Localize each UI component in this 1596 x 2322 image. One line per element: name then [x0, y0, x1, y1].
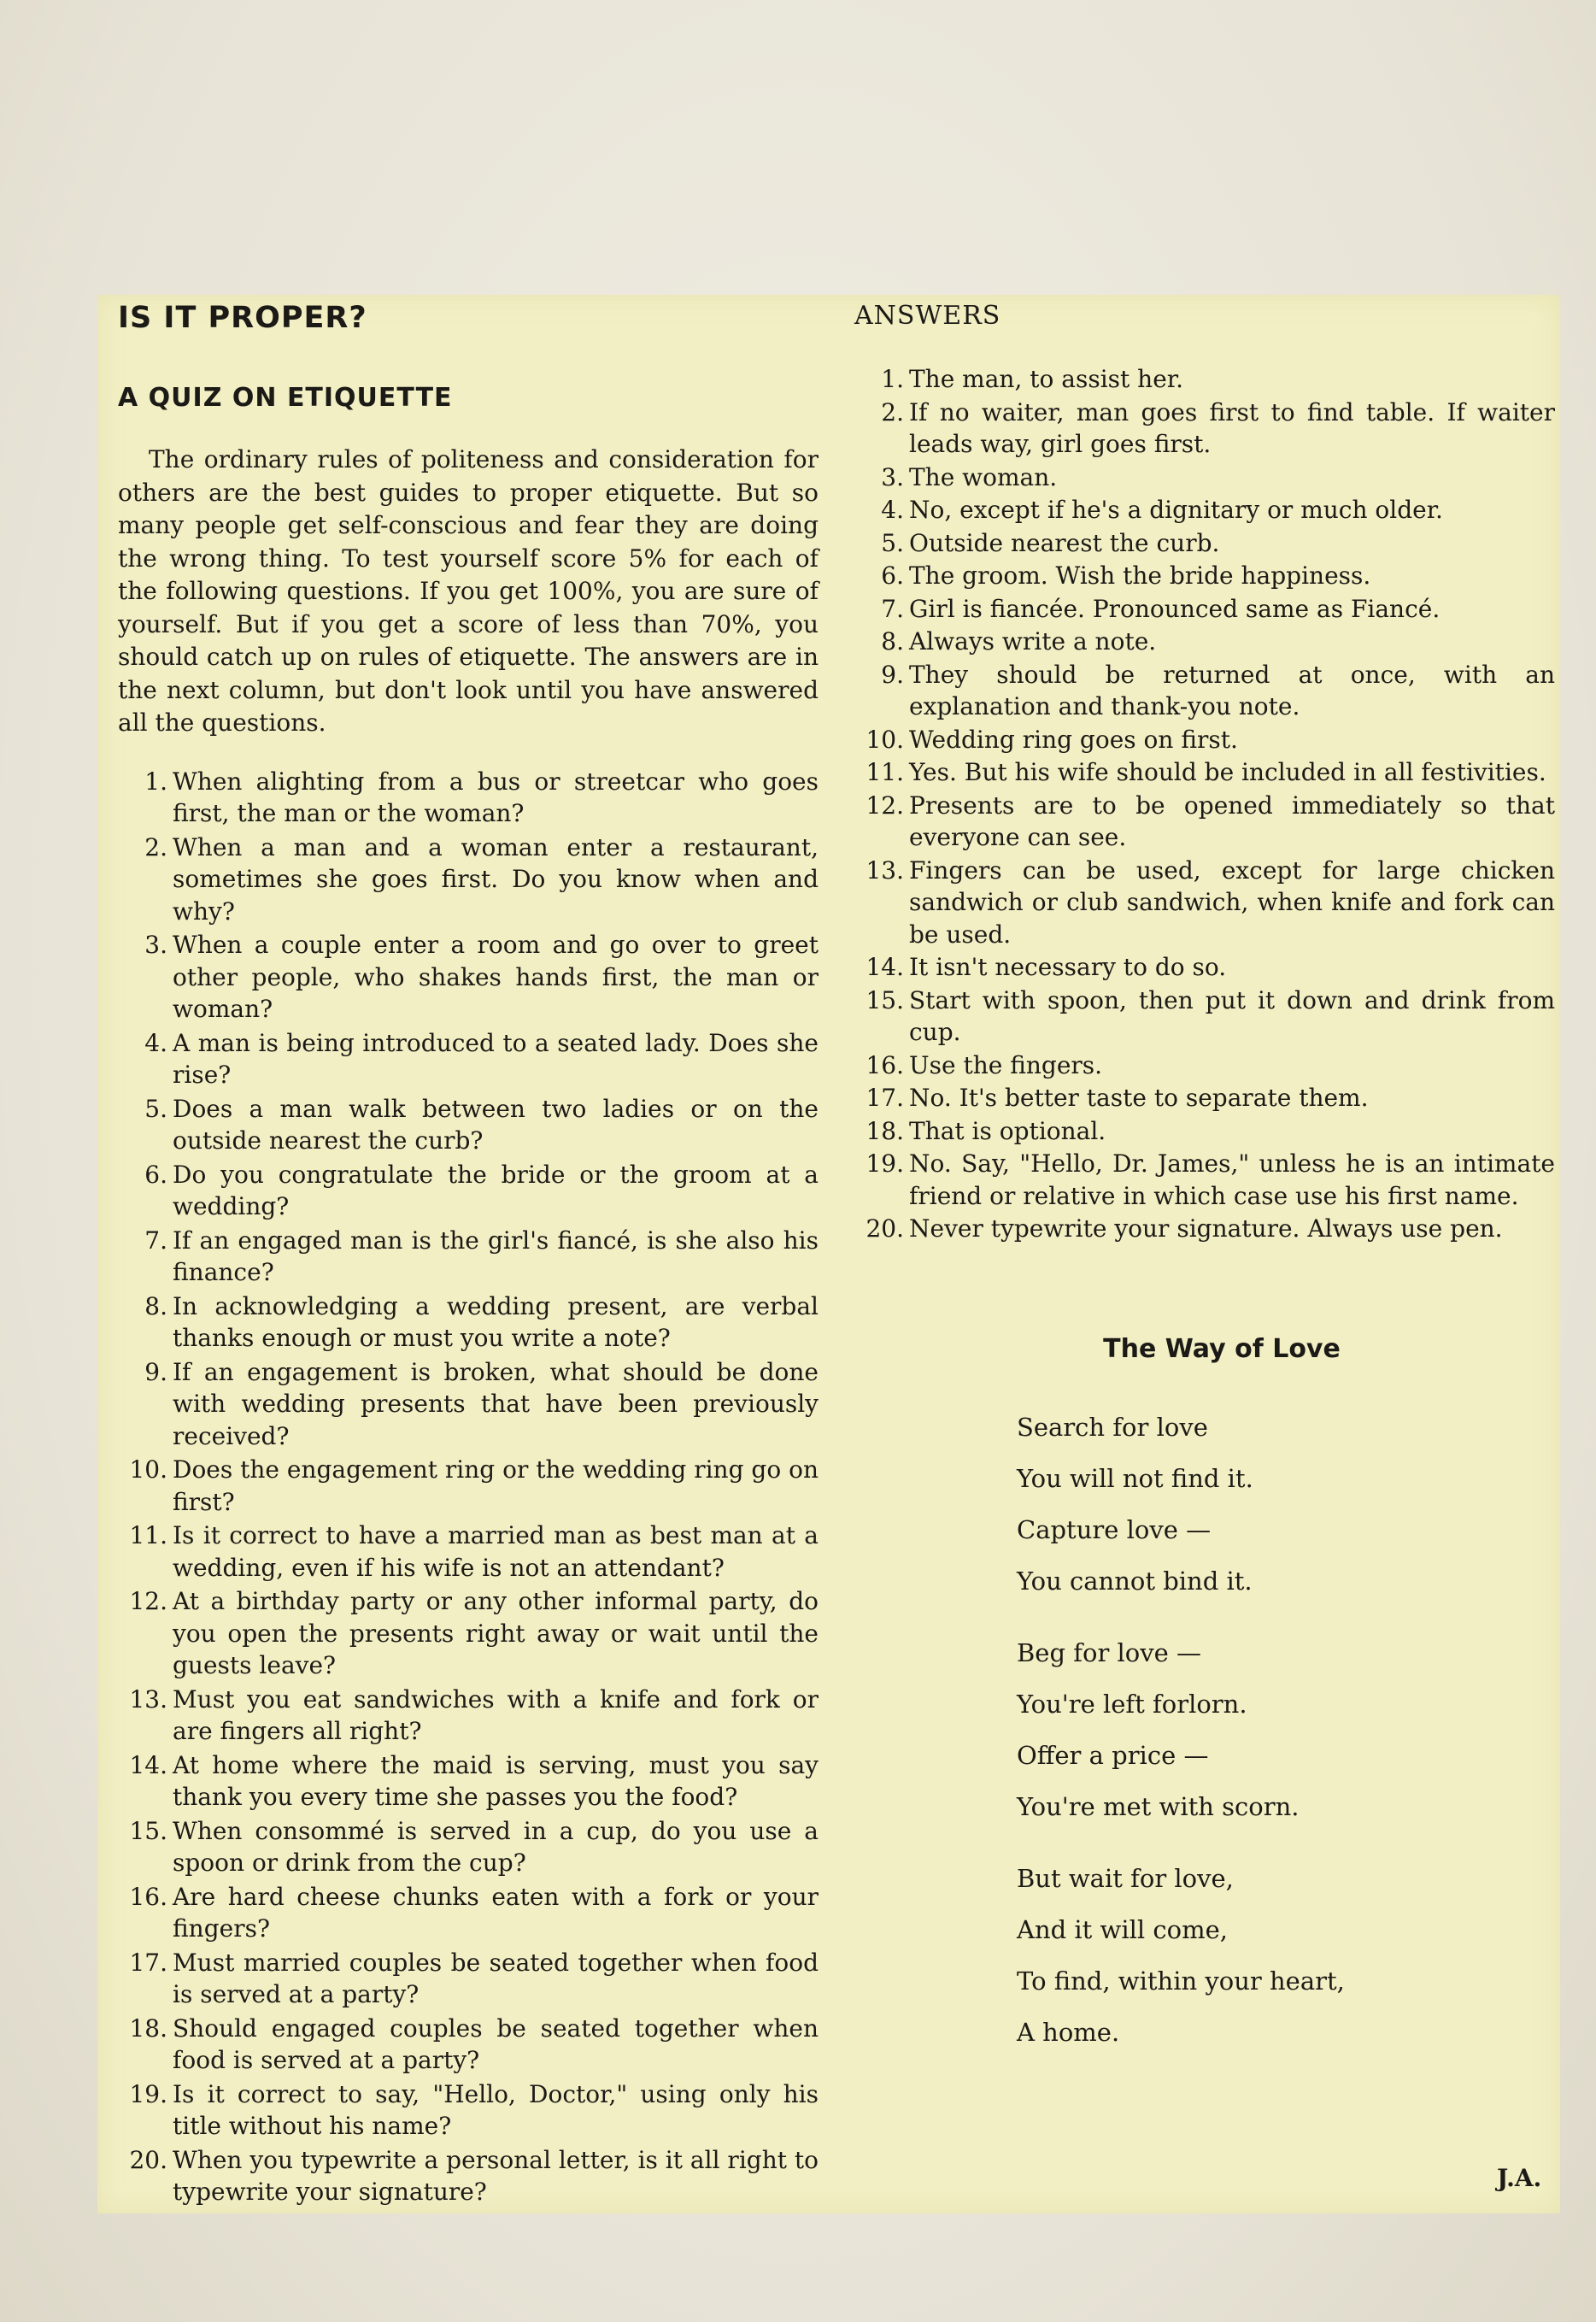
- answer-item: [854, 1082, 1555, 1114]
- question-item: [118, 2013, 819, 2077]
- question-item-number: 1.: [144, 767, 167, 796]
- answer-item: [854, 593, 1555, 626]
- question-item-text: At home where the maid is serving, must you say thank you every time she passes you the food?: [173, 1750, 819, 1811]
- answer-item: [854, 855, 1555, 951]
- answer-item-number: 20.: [865, 1214, 904, 1243]
- answer-item-number: 6.: [881, 561, 904, 590]
- question-item: [118, 2078, 819, 2143]
- question-item: [118, 1290, 819, 1355]
- answer-item: [854, 790, 1555, 854]
- answer-item-text: Girl is fiancée. Pronounced same as Fiancé.: [909, 594, 1441, 623]
- question-item-number: 14.: [129, 1750, 167, 1779]
- answer-item-number: 11.: [865, 758, 904, 786]
- answers-column: [854, 301, 1555, 2078]
- answer-item: [854, 1115, 1555, 1148]
- answer-item: [854, 560, 1555, 592]
- question-item-number: 11.: [129, 1521, 167, 1549]
- question-item-text: When alighting from a bus or streetcar who goes first, the man or the woman?: [173, 767, 819, 827]
- answer-item-number: 1.: [881, 365, 904, 393]
- poem-line: Capture love —: [1017, 1514, 1212, 1544]
- answer-item: [854, 527, 1555, 560]
- poem-line: You're left forlorn.: [1017, 1689, 1247, 1719]
- question-item-text: When you typewrite a personal letter, is it all right to typewrite your signature?: [173, 2145, 819, 2206]
- question-item-text: Should engaged couples be seated together when food is served at a party?: [173, 2013, 819, 2074]
- answer-item-number: 5.: [881, 528, 904, 557]
- poem-line: You will not find it.: [1017, 1463, 1253, 1493]
- answer-item: [854, 951, 1555, 984]
- poem-title: The Way of Love: [1103, 1333, 1341, 1364]
- answer-item-text: The woman.: [909, 462, 1058, 491]
- answer-item-text: No. Say, "Hello, Dr. James," unless he is an intimate friend or relative in which case use his first name.: [909, 1149, 1555, 1210]
- poem-line: To find, within your heart,: [1017, 1966, 1345, 1996]
- question-item-number: 5.: [144, 1094, 167, 1123]
- question-item: [118, 1159, 819, 1223]
- answers-title: ANSWERS: [854, 301, 1001, 331]
- question-item-text: Must married couples be seated together when food is served at a party?: [173, 1948, 819, 2008]
- question-list: [118, 766, 819, 2208]
- answer-item-text: Never typewrite your signature. Always use pen.: [909, 1214, 1503, 1243]
- question-item-text: When a couple enter a room and go over to greet other people, who shakes hands first, the man or woman?: [173, 931, 819, 1023]
- question-item-number: 8.: [144, 1291, 167, 1320]
- question-item-number: 10.: [129, 1455, 167, 1484]
- answer-item-number: 2.: [881, 397, 904, 426]
- answer-item-text: They should be returned at once, with an explanation and thank-you note.: [909, 660, 1555, 720]
- poem-line: You're met with scorn.: [1017, 1791, 1300, 1821]
- question-item: [118, 766, 819, 830]
- question-item-text: Is it correct to say, "Hello, Doctor," using only his title without his name?: [173, 2079, 819, 2140]
- question-item: [118, 1520, 819, 1584]
- poem-stanza: [1017, 1402, 1555, 1607]
- answer-item-number: 17.: [865, 1084, 904, 1112]
- poem-line: You cannot bind it.: [1017, 1566, 1253, 1596]
- question-item: [118, 1684, 819, 1748]
- question-item-number: 18.: [129, 2013, 167, 2043]
- answer-item: [854, 1213, 1555, 1245]
- answer-item-text: That is optional.: [909, 1116, 1106, 1145]
- answer-item: [854, 1049, 1555, 1082]
- question-item-number: 12.: [129, 1587, 167, 1615]
- answer-item: [854, 1148, 1555, 1212]
- poem-line: Beg for love —: [1017, 1637, 1202, 1667]
- question-item-text: At a birthday party or any other informal party, do you open the presents right away or wait until the guests leave?: [173, 1587, 819, 1679]
- answer-item-text: Use the fingers.: [909, 1050, 1103, 1079]
- question-item: [118, 1093, 819, 1157]
- question-item-number: 15.: [129, 1816, 167, 1845]
- answer-item-number: 14.: [865, 953, 904, 981]
- answer-item-number: 10.: [865, 725, 904, 754]
- question-item-text: Is it correct to have a married man as best man at a wedding, even if his wife is not an attendant?: [173, 1521, 819, 1582]
- question-item-number: 20.: [129, 2145, 167, 2174]
- question-item: [118, 1454, 819, 1518]
- question-item-number: 13.: [129, 1684, 167, 1714]
- question-item: [118, 2144, 819, 2208]
- poem-stanza: [1017, 1627, 1555, 1832]
- question-item: [118, 1225, 819, 1289]
- answer-item-text: If no waiter, man goes first to find table. If waiter leads way, girl goes first.: [909, 397, 1555, 458]
- answer-item-text: Presents are to be opened immediately so that everyone can see.: [909, 791, 1555, 851]
- poem-signature: J.A.: [1497, 2164, 1542, 2192]
- question-item-number: 16.: [129, 1882, 167, 1911]
- answer-list: [854, 363, 1555, 1245]
- answer-item: [854, 494, 1555, 526]
- answer-item-number: 7.: [881, 594, 904, 623]
- quiz-subtitle: A QUIZ ON ETIQUETTE: [118, 383, 453, 413]
- question-item-text: When a man and a woman enter a restaurant, sometimes she goes first. Do you know when and why?: [173, 832, 819, 926]
- answer-item-number: 19.: [865, 1149, 904, 1178]
- answer-item-number: 9.: [881, 660, 904, 689]
- question-item-number: 17.: [129, 1948, 167, 1977]
- answer-item: [854, 659, 1555, 723]
- question-item-text: Are hard cheese chunks eaten with a fork or your fingers?: [173, 1882, 819, 1943]
- answer-item-text: It isn't necessary to do so.: [909, 953, 1227, 981]
- answer-item-text: The groom. Wish the bride happiness.: [909, 561, 1371, 590]
- answer-item: [854, 985, 1555, 1049]
- question-item-number: 9.: [144, 1357, 167, 1386]
- question-item-text: In acknowledging a wedding present, are verbal thanks enough or must you write a note?: [173, 1291, 819, 1352]
- question-item-text: When consommé is served in a cup, do you use a spoon or drink from the cup?: [173, 1816, 819, 1877]
- poem-line: Search for love: [1017, 1412, 1208, 1442]
- question-item-text: Do you congratulate the bride or the groom at a wedding?: [173, 1160, 819, 1220]
- poem-line: And it will come,: [1017, 1914, 1228, 1944]
- question-item: [118, 1585, 819, 1682]
- answer-item: [854, 397, 1555, 461]
- quiz-column: [118, 301, 819, 2210]
- answer-item-number: 16.: [865, 1050, 904, 1079]
- question-item: [118, 1356, 819, 1453]
- question-item: [118, 1881, 819, 1945]
- question-item-text: A man is being introduced to a seated lady. Does she rise?: [173, 1028, 819, 1089]
- page-title: IS IT PROPER?: [118, 301, 367, 335]
- answer-item: [854, 756, 1555, 789]
- answer-item-text: Always write a note.: [909, 627, 1157, 655]
- answer-item-number: 3.: [881, 462, 904, 491]
- poem-stanza: [1017, 1853, 1555, 2058]
- question-item: [118, 1027, 819, 1091]
- question-item-number: 7.: [144, 1226, 167, 1255]
- answer-item-text: Start with spoon, then put it down and drink from cup.: [909, 985, 1555, 1046]
- question-item-number: 2.: [144, 832, 167, 861]
- answer-item-number: 8.: [881, 627, 904, 655]
- quiz-intro: The ordinary rules of politeness and consideration for others are the best guides to proper etiquette. But so many people get self-conscious and fear they are doing the wrong thing. To test yourself score 5% for each of the following questions. If you get 100%, you are sure of yourself. But if you get a score of less than 70%, you should catch up on rules of etiquette. The answers are in the next column, but don't look until you have answered all the questions.: [118, 445, 819, 737]
- question-item-text: Must you eat sandwiches with a knife and fork or are fingers all right?: [173, 1684, 819, 1745]
- question-item: [118, 832, 819, 928]
- poem-line: A home.: [1017, 2017, 1120, 2047]
- answer-item: [854, 461, 1555, 494]
- question-item: [118, 929, 819, 1026]
- answer-item: [854, 724, 1555, 756]
- answer-item-text: Wedding ring goes on first.: [909, 725, 1238, 754]
- question-item-number: 3.: [144, 931, 167, 959]
- answer-item: [854, 363, 1555, 396]
- answer-item-number: 13.: [865, 855, 904, 885]
- question-item-text: If an engagement is broken, what should be done with wedding presents that have been previously received?: [173, 1357, 819, 1450]
- poem-line: But wait for love,: [1017, 1863, 1234, 1893]
- answer-item-number: 18.: [865, 1116, 904, 1145]
- answer-item-text: Fingers can be used, except for large chicken sandwich or club sandwich, when knife and fork can be used.: [909, 855, 1555, 949]
- question-item-text: Does the engagement ring or the wedding ring go on first?: [173, 1455, 819, 1516]
- question-item-text: If an engaged man is the girl's fiancé, is she also his finance?: [173, 1226, 819, 1286]
- answer-item-text: Outside nearest the curb.: [909, 528, 1220, 557]
- question-item-number: 19.: [129, 2079, 167, 2108]
- question-item: [118, 1947, 819, 2011]
- answer-item-text: No. It's better taste to separate them.: [909, 1084, 1369, 1112]
- answer-item-number: 12.: [865, 791, 904, 820]
- question-item: [118, 1749, 819, 1814]
- poem-body: [854, 1402, 1555, 2058]
- poem-line: Offer a price —: [1017, 1740, 1209, 1770]
- answer-item-text: The man, to assist her.: [909, 365, 1183, 393]
- question-item-number: 4.: [144, 1028, 167, 1057]
- question-item-text: Does a man walk between two ladies or on the outside nearest the curb?: [173, 1094, 819, 1155]
- answer-item-number: 4.: [881, 496, 904, 524]
- answer-item-number: 15.: [865, 985, 904, 1014]
- question-item: [118, 1815, 819, 1879]
- question-item-number: 6.: [144, 1160, 167, 1189]
- answer-item: [854, 626, 1555, 658]
- answer-item-text: No, except if he's a dignitary or much older.: [909, 496, 1443, 524]
- answer-item-text: Yes. But his wife should be included in all festivities.: [909, 758, 1546, 786]
